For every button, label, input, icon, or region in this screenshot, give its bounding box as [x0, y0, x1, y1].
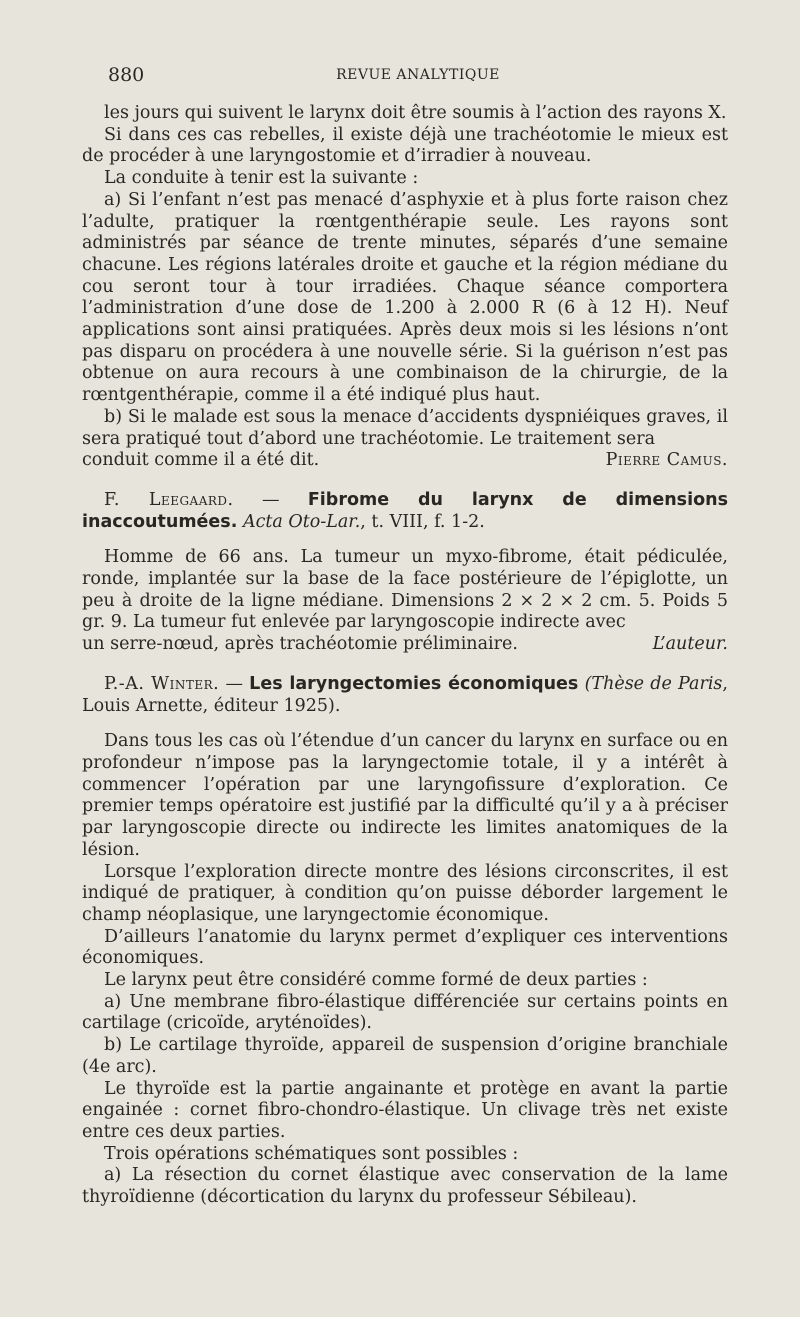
entry-title: Fibrome du larynx de dimensions inaccoutumées. — [82, 489, 728, 532]
signature-line — [82, 450, 728, 472]
paragraph: Trois opérations schématiques sont possibles : — [104, 1143, 519, 1164]
separator: — — [233, 489, 308, 510]
entry-source: (Thèse de Paris — [584, 673, 723, 694]
entry-author: P.-A. Winter. — [104, 673, 220, 694]
paragraph-last-line: conduit comme il a été dit. — [82, 450, 320, 471]
paragraph: D’ailleurs l’anatomie du larynx permet d’expliquer ces interventions économiques. — [82, 926, 728, 969]
paragraph: a) Si l’enfant n’est pas menacé d’asphyxie et à plus forte raison chez l’adulte, pratiquer la rœntgenthérapie seule. Les rayons sont administrés par séance de trente minutes, séparés d’une semaine chacune. Les régions latérales droite et gauche et la région médiane du cou seront tour à tour irradiées. Chaque séance comportera l’administration d’une dose de 1.200 à 2.000 R (6 à 12 H). Neuf applications sont ainsi pratiquées. Après deux mois si les lésions n’ont pas disparu on procédera à une nouvelle série. Si la guérison n’est pas obtenue on aura recours à une combinaison de la chirurgie, de la rœntgenthérapie, comme il a été indiqué plus haut. — [82, 189, 728, 406]
paragraph: b) Le cartilage thyroïde, appareil de suspension d’origine branchiale (4e arc). — [82, 1035, 728, 1077]
paragraph: La conduite à tenir est la suivante : — [104, 168, 419, 189]
separator: — — [219, 673, 250, 694]
entry-title: Les laryngectomies économiques — [249, 673, 579, 694]
page-header — [108, 64, 728, 88]
paragraph: les jours qui suivent le larynx doit être soumis à l’action des rayons X. — [104, 103, 727, 123]
signature-line — [82, 634, 728, 656]
page-number: 880 — [108, 64, 145, 86]
review-signature: Pierre Camus. — [605, 450, 728, 471]
body-text — [82, 103, 728, 1209]
paragraph: Lorsque l’exploration directe montre des lésions circonscrites, il est indiqué de pratiquer, à condition qu’on puisse déborder largement le champ néoplasique, une laryngectomie économique. — [82, 861, 728, 925]
paragraph: a) Une membrane fibro-élastique différenciée sur certains points en cartilage (cricoïde, aryténoïdes). — [82, 991, 728, 1034]
review-signature: L’auteur. — [652, 634, 728, 655]
paragraph: a) La résection du cornet élastique avec conservation de la lame thyroïdienne (décortication du larynx du professeur Sébileau). — [82, 1165, 728, 1208]
entry-heading — [82, 674, 728, 717]
entry-source-details: , Louis Arnette, éditeur 1925). — [82, 673, 728, 716]
paragraph: Dans tous les cas où l’étendue d’un cancer du larynx en surface ou en profondeur n’impose pas la laryngectomie totale, il y a intérêt à commencer l’opération par une laryngofissure d’exploration. Ce premier temps opératoire est justifié par la difficulté qu’il y a à préciser par laryngoscopie directe ou indirecte les limites anatomiques de la lésion. — [82, 731, 728, 860]
paragraph: Le thyroïde est la partie angainante et protège en avant la partie engainée : cornet fibro-chondro-élastique. Un clivage très net existe entre ces deux parties. — [82, 1078, 728, 1142]
entry-source: Acta Oto-Lar. — [242, 511, 361, 532]
paragraph: Le larynx peut être considéré comme formé de deux parties : — [104, 970, 648, 991]
paragraph: Si dans ces cas rebelles, il existe déjà une trachéotomie le mieux est de procéder à une laryngostomie et d’irradier à nouveau. — [82, 124, 728, 167]
review-entry — [82, 490, 728, 656]
entry-heading — [82, 490, 728, 533]
review-entry — [82, 674, 728, 1209]
running-title: REVUE ANALYTIQUE — [336, 67, 500, 83]
entry-author: F. Leegaard. — [104, 489, 234, 510]
entry-source-details: , t. VIII, f. 1-2. — [360, 511, 485, 532]
paragraph: b) Si le malade est sous la menace d’accidents dyspniéiques graves, il sera pratiqué tout d’abord une trachéotomie. Le traitement sera — [82, 406, 728, 449]
paragraph-last-line: un serre-nœud, après trachéotomie préliminaire. — [82, 634, 518, 655]
paragraph: Homme de 66 ans. La tumeur un myxo-fibrome, était pédiculée, ronde, implantée sur la base de la face postérieure de l’épiglotte, un peu à droite de la ligne médiane. Dimensions 2 × 2 × 2 cm. 5. Poids 5 gr. 9. La tumeur fut enlevée par laryngoscopie indirecte avec — [82, 547, 728, 633]
